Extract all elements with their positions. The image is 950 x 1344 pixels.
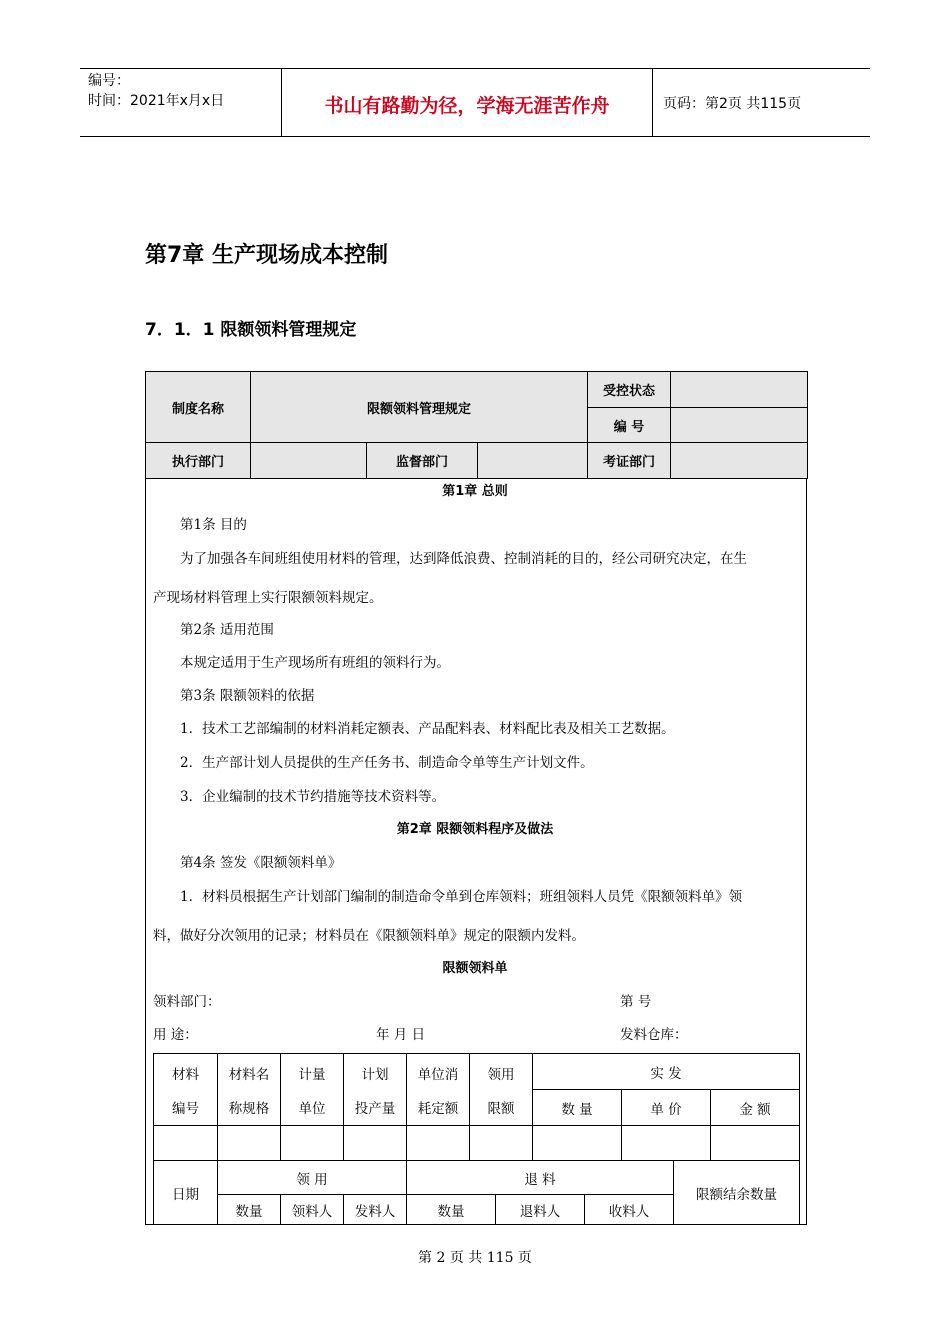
article3-item1: 1．技术工艺部编制的材料消耗定额表、产品配料表、材料配比表及相关工艺数据。 (180, 721, 675, 737)
article4-heading: 第4条 签发《限额领料单》 (180, 855, 342, 871)
col-date: 日期 (154, 1161, 218, 1225)
col-return-qty: 数量 (407, 1195, 496, 1225)
col-planned-output-line1: 计划 (361, 1066, 389, 1083)
warehouse-label: 发料仓库： (620, 1027, 688, 1043)
supervise-dept-value (478, 443, 588, 479)
header-page-info: 页码：第2页 共115页 (663, 95, 802, 112)
table-cell (154, 1126, 218, 1161)
article2-text: 本规定适用于生产现场所有班组的领料行为。 (180, 655, 450, 671)
col-unit-line2: 单位 (298, 1100, 326, 1117)
header-info (80, 69, 281, 136)
chapter2-heading: 第2章 限额领料程序及做法 (396, 822, 554, 837)
col-quota (470, 1054, 533, 1126)
col-issue-person: 领料人 (281, 1195, 344, 1225)
table-cell (344, 1126, 407, 1161)
table-cell (470, 1126, 533, 1161)
page-footer: 第 2 页 共 115 页 (418, 1250, 532, 1266)
exec-dept-label: 执行部门 (146, 443, 251, 479)
table-cell (533, 1126, 622, 1161)
article3-item3: 3．企业编制的技术节约措施等技术资料等。 (180, 789, 446, 805)
col-planned-output-line2: 投产量 (354, 1100, 396, 1117)
col-issue-qty: 数量 (218, 1195, 281, 1225)
supervise-dept-label: 监督部门 (367, 443, 478, 479)
col-material-no (154, 1054, 218, 1126)
use-label: 用 途： (153, 1027, 198, 1043)
col-unit (281, 1054, 344, 1126)
col-actual-issued: 实 发 (533, 1054, 800, 1090)
article3-item2: 2．生产部计划人员提供的生产任务书、制造命令单等生产计划文件。 (180, 755, 594, 771)
article1-text-line1: 为了加强各车间班组使用材料的管理，达到降低浪费、控制消耗的目的，经公司研究决定，在生 (180, 551, 747, 567)
article4-item1-line1: 1．材料员根据生产计划部门编制的制造命令单到仓库领料；班组领料人员凭《限额领料单》领 (180, 889, 743, 905)
number-label: 编号： (88, 73, 130, 89)
col-material-name (218, 1054, 281, 1126)
date-label: 年 月 日 (376, 1027, 426, 1043)
table-cell (407, 1126, 470, 1161)
article4-item1-line2: 料，做好分次领用的记录；材料员在《限额领料单》规定的限额内发料。 (153, 928, 585, 944)
exec-dept-value (251, 443, 367, 479)
verify-dept-value (671, 443, 808, 479)
form-no-label: 第 号 (620, 994, 652, 1010)
table-cell (281, 1126, 344, 1161)
section-title: 7．1．1 限额领料管理规定 (145, 320, 357, 340)
col-quota-line1: 领用 (487, 1066, 515, 1083)
table-cell (218, 1126, 281, 1161)
chapter-title: 第7章 生产现场成本控制 (145, 243, 388, 268)
number-label-cell: 编 号 (588, 408, 671, 443)
article2-heading: 第2条 适用范围 (180, 622, 274, 638)
article1-text-line2: 产现场材料管理上实行限额领料规定。 (153, 590, 383, 606)
col-quota-line2: 限额 (487, 1100, 515, 1117)
control-status-value (671, 372, 808, 408)
col-issue: 领 用 (218, 1161, 407, 1195)
col-unit-consumption-line1: 单位消 (417, 1066, 459, 1083)
regulation-meta-table (145, 371, 808, 479)
col-material-no-line1: 材料 (172, 1066, 199, 1083)
page-header (80, 68, 870, 137)
article1-heading: 第1条 目的 (180, 517, 247, 533)
control-status-label: 受控状态 (588, 372, 671, 408)
col-balance: 限额结余数量 (674, 1161, 800, 1225)
col-material-no-line2: 编号 (172, 1100, 199, 1117)
col-material-name-line2: 称规格 (228, 1100, 270, 1117)
col-amount: 金 额 (711, 1090, 800, 1126)
col-qty: 数 量 (533, 1090, 622, 1126)
verify-dept-label: 考证部门 (588, 443, 671, 479)
header-motto: 书山有路勤为径，学海无涯苦作舟 (281, 69, 653, 136)
col-price: 单 价 (622, 1090, 711, 1126)
article3-heading: 第3条 限额领料的依据 (180, 688, 315, 704)
col-unit-consumption-line2: 耗定额 (417, 1100, 459, 1117)
col-issuer: 发料人 (344, 1195, 407, 1225)
col-material-name-line1: 材料名 (228, 1066, 270, 1083)
col-receiver: 收料人 (585, 1195, 674, 1225)
col-unit-consumption (407, 1054, 470, 1126)
number-value (671, 408, 808, 443)
time-label: 时间：2021年x月x日 (88, 93, 225, 109)
name-value: 限额领料管理规定 (251, 372, 588, 443)
col-planned-output (344, 1054, 407, 1126)
col-unit-line1: 计量 (298, 1066, 326, 1083)
col-return-person: 退料人 (496, 1195, 585, 1225)
col-return: 退 料 (407, 1161, 674, 1195)
table-cell (622, 1126, 711, 1161)
requisition-table (153, 1053, 800, 1161)
form-title: 限额领料单 (442, 961, 508, 976)
name-label: 制度名称 (146, 372, 251, 443)
chapter1-heading: 第1章 总则 (442, 484, 508, 499)
table-cell (711, 1126, 800, 1161)
issue-return-table (153, 1160, 800, 1225)
dept-label: 领料部门： (153, 994, 221, 1010)
